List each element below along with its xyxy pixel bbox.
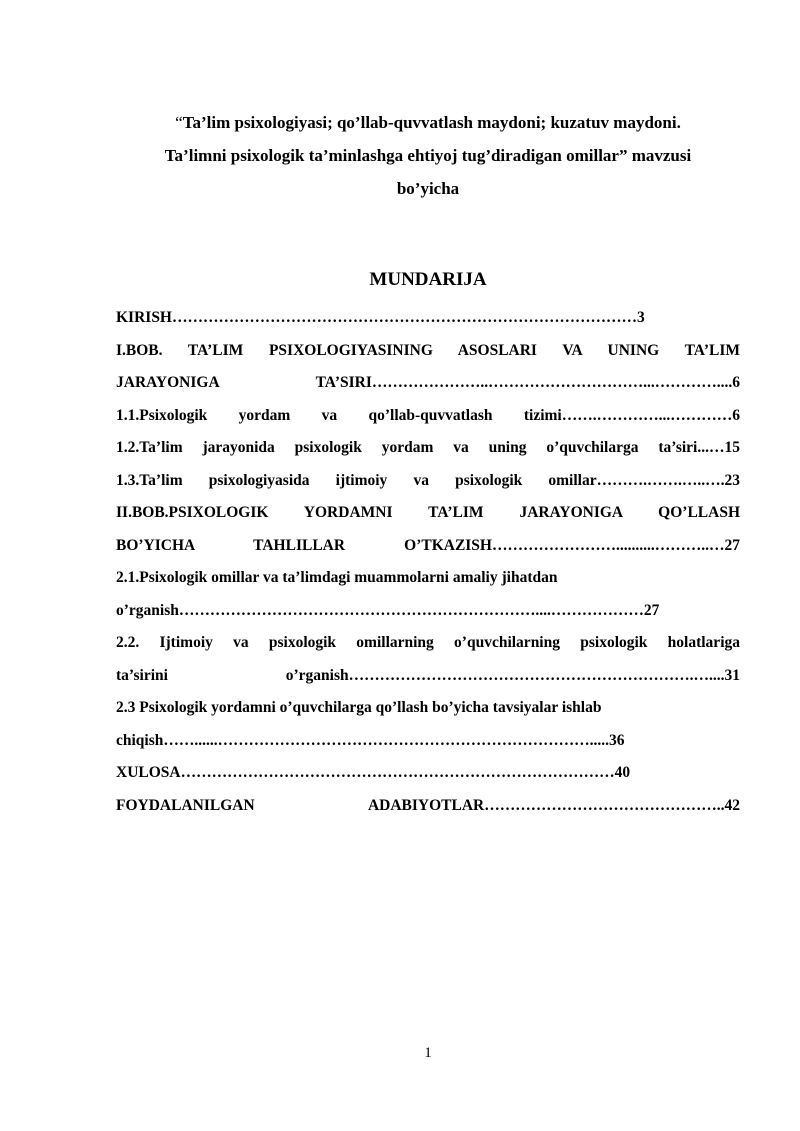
toc-entry-2-1-line-2: o’rganish……………………………………………………………....………………27 [116, 601, 660, 619]
toc-heading: MUNDARIJA [369, 269, 487, 290]
toc-entry-2-3-line-2: chiqish……......……………………………………………………………….....36 [116, 731, 625, 749]
toc-entry-chapter-2-line-1: II.BOB.PSIXOLOGIK YORDAMNI TA’LIM JARAYONIGA QO’LLASH [116, 504, 740, 521]
title-line-3: bo’yicha [396, 179, 460, 198]
title-open-quote: “ [175, 113, 183, 132]
toc-entry-1-2: 1.2.Ta’lim jarayonida psixologik yordam va uning o’quvchilarga ta’siri...…15 [116, 439, 740, 456]
toc-entry-chapter-2-line-2: BO’YICHA TAHLILLAR O’TKAZISH……………………..........………..…27 [116, 536, 740, 554]
toc-entry-xulosa: XULOSA…………………………………………………………………………40 [116, 764, 631, 781]
toc-entry-2-3-line-1: 2.3 Psixologik yordamni o’quvchilarga qo’llash bo’yicha tavsiyalar ishlab [116, 699, 602, 716]
title-line-1 [100, 106, 756, 139]
document-title [100, 106, 756, 205]
toc-entry-2-2-line-2: ta’sirini o’rganish………………………………………………………….…....31 [116, 666, 740, 684]
title-line-2: Ta’limni psixologik ta’minlashga ehtiyoj tug’diradigan omillar” mavzusi [164, 146, 692, 165]
toc-entry-chapter-1-line-1: I.BOB. TA’LIM PSIXOLOGIYASINING ASOSLARI VA UNING TA’LIM [116, 341, 740, 359]
toc-entry-1-1: 1.1.Psixologik yordam va qo’llab-quvvatlash tizimi…….…………...…………6 [116, 406, 740, 424]
toc-entry-chapter-1-line-2: JARAYONIGA TA’SIRI…………………..…………………………...…………....6 [116, 374, 740, 391]
toc-entry-kirish: KIRISH………………………………………………………………………………3 [116, 309, 645, 326]
title-line-1-text: Ta’lim psixologiyasi; qo’llab-quvvatlash maydoni; kuzatuv maydoni. [182, 113, 681, 132]
table-of-contents [116, 302, 740, 822]
toc-entry-adabiyotlar: FOYDALANILGAN ADABIYOTLAR………………………………………..42 [116, 796, 740, 814]
toc-entry-2-2-line-1: 2.2. Ijtimoiy va psixologik omillarning o’quvchilarning psixologik holatlariga [116, 634, 740, 651]
page-number: 1 [424, 1045, 432, 1061]
toc-entry-1-3: 1.3.Ta’lim psixologiyasida ijtimoiy va psixologik omillar……….…….…..….23 [116, 471, 740, 489]
toc-entry-2-1-line-1: 2.1.Psixologik omillar va ta’limdagi muammolarni amaliy jihatdan [116, 569, 558, 586]
